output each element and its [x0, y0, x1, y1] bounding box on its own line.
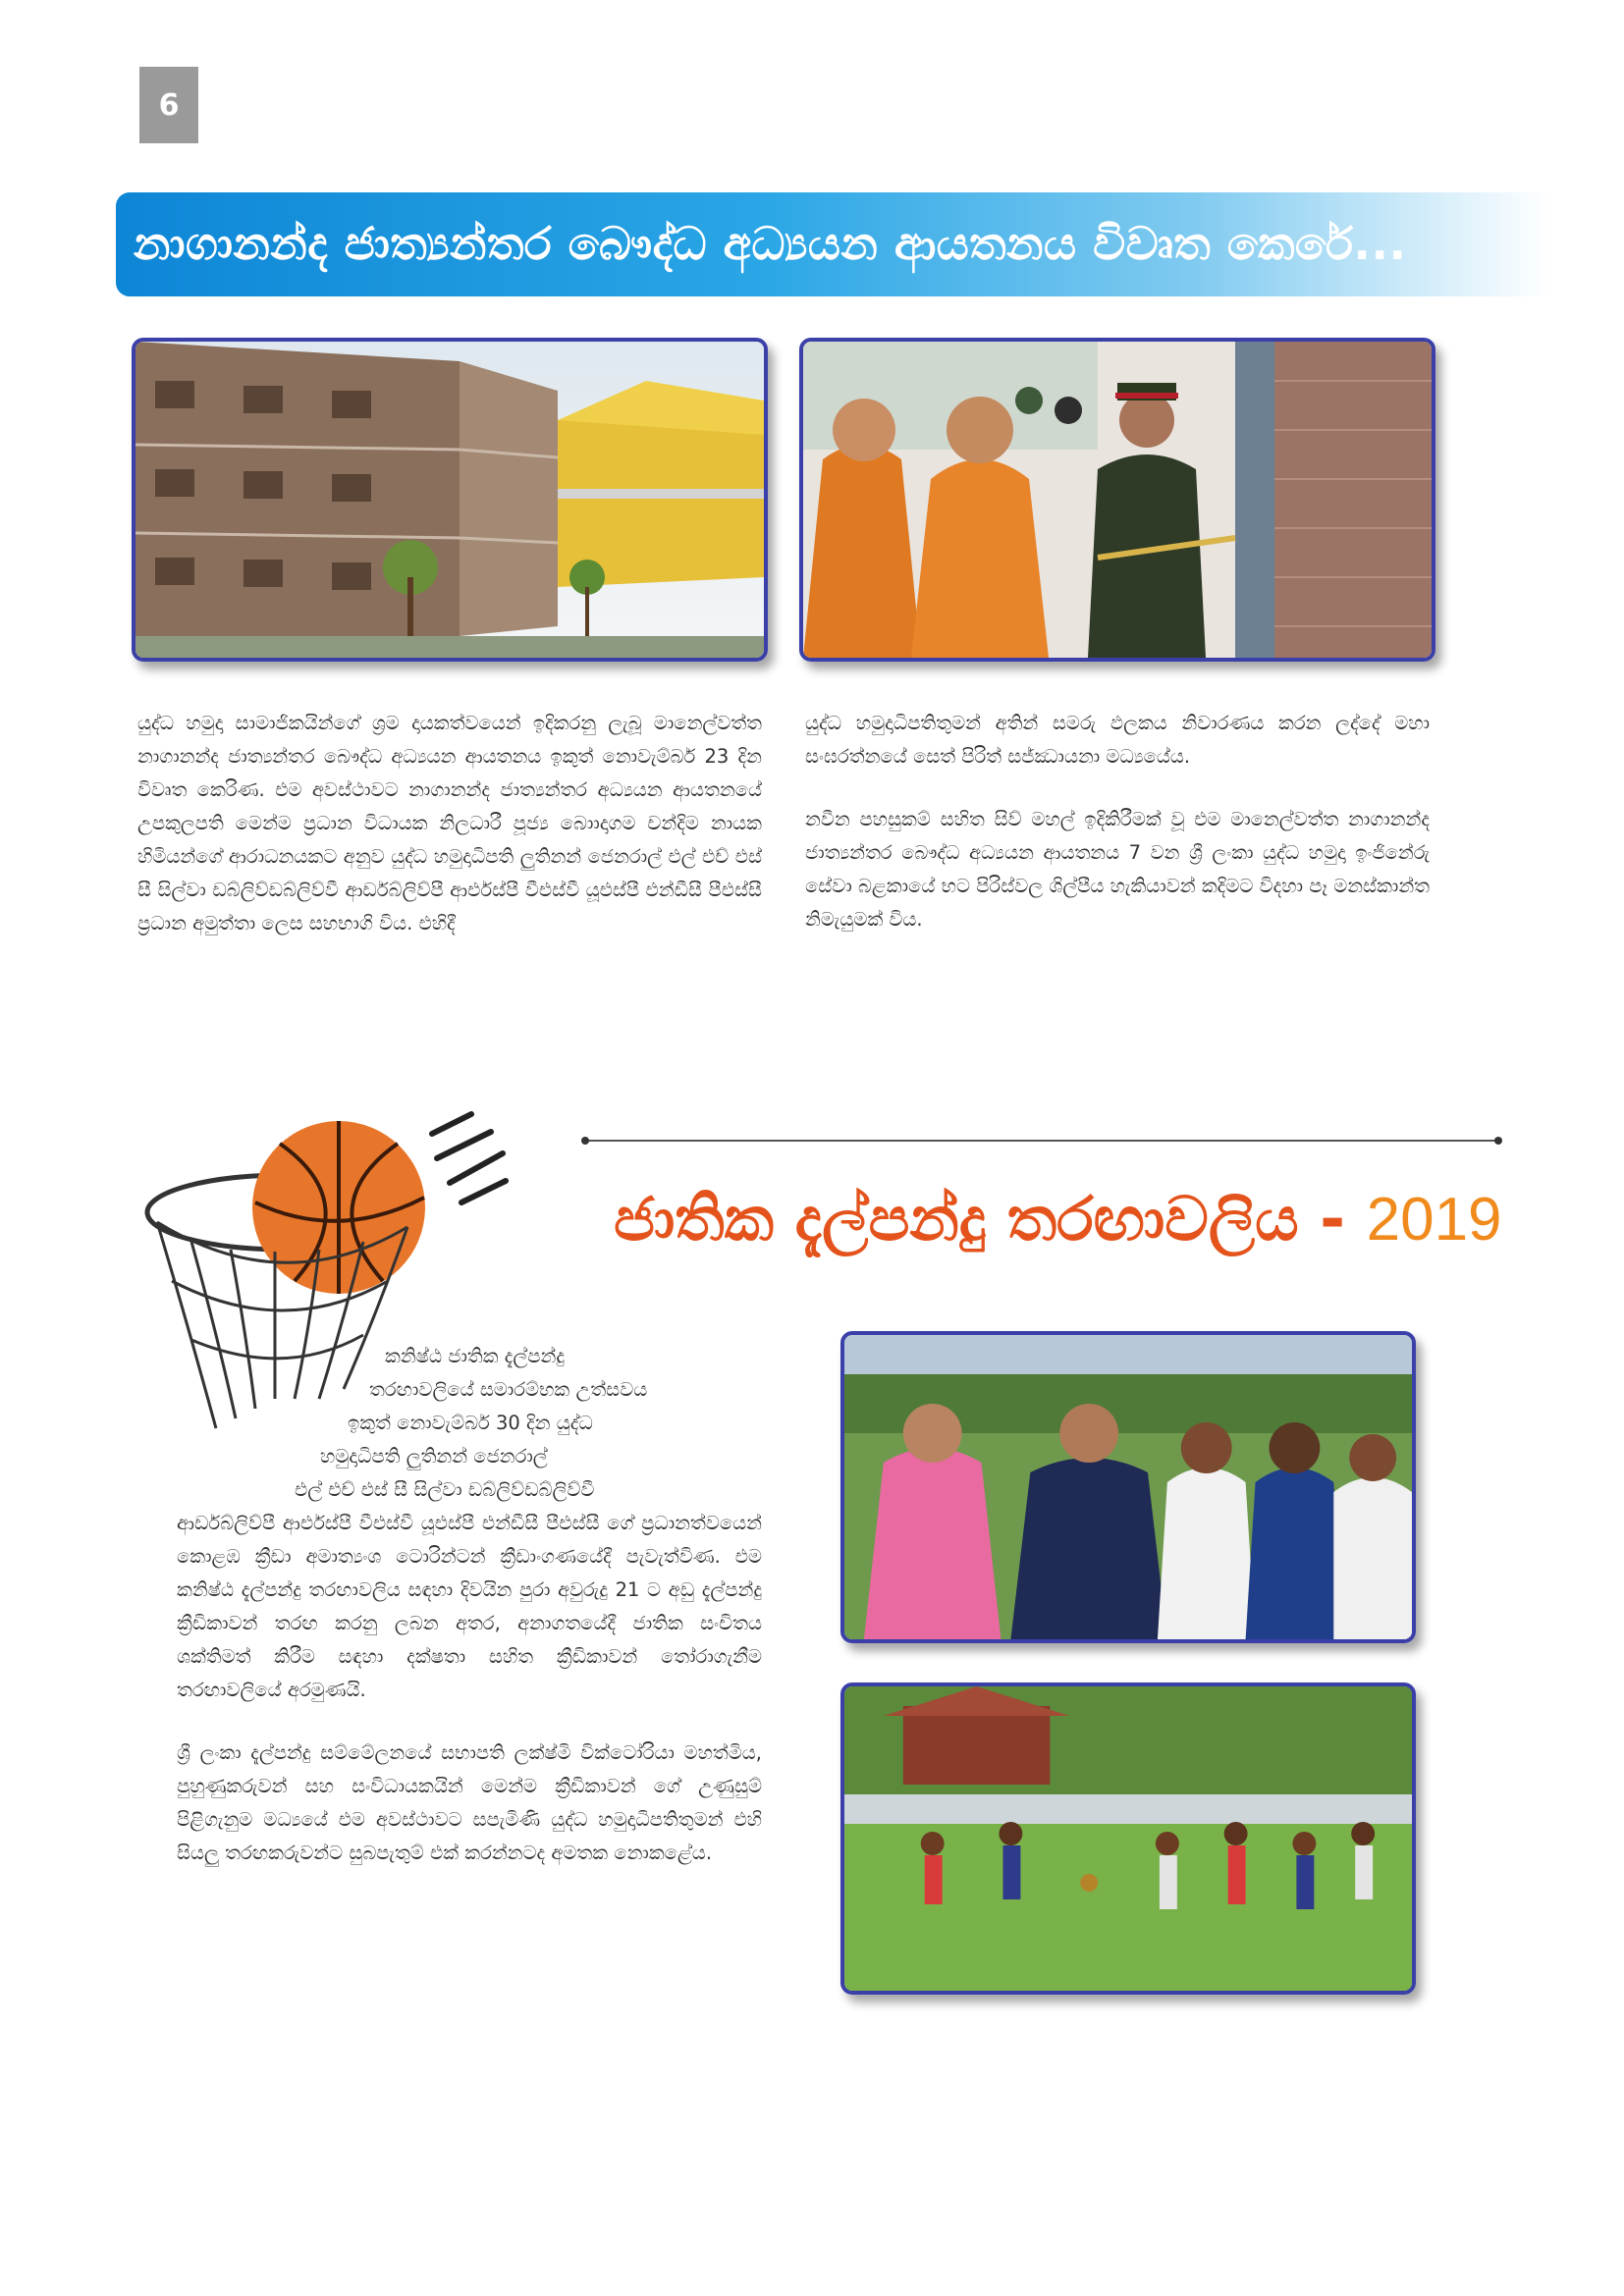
intro-line-1: කනිෂ්ඨ ජාතික දැල්පන්දු [385, 1345, 565, 1367]
netball-title-text: ජාතික දැල්පන්දු තරඟාවලිය - [614, 1183, 1367, 1255]
netball-title-year: 2019 [1366, 1186, 1502, 1254]
intro-line-2: තරඟාවලියේ සමාරම්භක උත්සවය [369, 1378, 648, 1401]
article2-paragraph-1: ආර්ඩබ්ලිව්පී ආර්එස්පී වීඑස්වී යූඑස්පී එන්ඩීසී පීඑස්සී ගේ ප්‍රධානත්වයෙන් කොළඹ ක්‍රීඩා අමාත්‍යංශ ටොරින්ටන් ක්‍රීඩාංගණයේදී පැවැත්විණ. එම කනිෂ්ඨ දැල්පන්දු තරඟාවලිය සඳහා දිවයින පුරා අවුරුදු 21 ට අඩු දැල්පන්දු ක්‍රීඩිකාවන් තරඟ කරනු ලබන අතර, අනාගතයේදී ජාතික සංචිතය ශක්තිමත් කිරීම සඳහා දක්ෂතා සහිත ක්‍රීඩිකාවන් තෝරාගැනීම තරඟාවලියේ අරමුණයි. [177, 1512, 762, 1701]
player-greeting-photo [840, 1331, 1416, 1643]
article1-left-paragraph: යුද්ධ හමුදා සාමාජිකයින්ගේ ශ්‍රම දායකත්වයෙන් ඉදිකරනු ලැබූ මානෙල්වත්ත නාගානන්ද ජාත්‍යන්තර බෞද්ධ අධ්‍යයන ආයතනය ඉකුත් නොවැම්බර් 23 දින විවෘත කෙරිණ. එම අවස්ථාවට නාගානන්ද ජාත්‍යන්තර අධ්‍යයන ආයතනයේ උපකුලපති මෙන්ම ප්‍රධාන විධායක නිලධාරී පූජ්‍ය බොාදාගම චන්දිම නායක හිමියන්ගේ ආරාධනයකට අනුව යුද්ධ හමුදාධිපති ලුතිනන් ජෙනරාල් එල් එච් එස් සී සිල්වා ඩබ්ලිව්ඩබ්ලිව්වී ආර්ඩබ්ලිව්පී ආර්එස්පී වීඑස්වී යූඑස්පී එන්ඩීසී පීඑස්සී ප්‍රධාන අමුත්තා ලෙස සහභාගි විය. එහිදී [137, 712, 762, 934]
article-banner [116, 192, 1549, 296]
article1-right-paragraph-1: යුද්ධ හමුදාධිපතිතුමන් අතින් සමරු ඵලකය නිවාරණය කරන ලද්දේ මහා සංඝරත්නයේ සෙත් පිරිත් සජ්ඣායනා මධ්‍යයේය. [805, 712, 1430, 768]
intro-line-4: හමුදාධිපති ලුතිනන් ජෙනරාල් [320, 1445, 548, 1468]
article1-left-column [137, 707, 762, 962]
article1-right-column [805, 707, 1430, 958]
netball-match-photo [840, 1682, 1416, 1995]
building-photo [132, 338, 768, 662]
intro-line-5: එල් එච් එස් සී සිල්වා ඩබ්ලිව්ඩබ්ලිව්වී [295, 1478, 595, 1501]
netball-title [614, 1183, 1502, 1255]
section-divider [585, 1140, 1498, 1142]
article2-body [177, 1507, 762, 1892]
article1-right-paragraph-2: නවීන පහසුකම් සහිත සිව් මහල් ඉදිකිරීමක් වූ එම මානෙල්වත්ත නාගානන්ද ජාත්‍යන්තර බෞද්ධ අධ්‍යයන ආයතනය 7 වන ශ්‍රී ලංකා යුද්ධ හමුදා ඉංජිනේරු සේවා බළකායේ භට පිරිස්වල ශිල්පීය හැකියාවන් කදිමට විදහා පෑ මනස්කාන්ත නිමැයුමක් විය. [805, 808, 1430, 931]
opening-ceremony-photo [799, 338, 1435, 662]
article2-paragraph-2: ශ්‍රී ලංකා දැල්පන්දු සම්මේලනයේ සභාපති ලක්ෂ්මි වික්ටෝරියා මහත්මිය, පුහුණුකරුවන් සහ සංවිධායකයින් මෙන්ම ක්‍රීඩිකාවන් ගේ උණුසුම් පිළිගැනුම මධ්‍යයේ එම අවස්ථාවට සපැමිණි යුද්ධ හමුදාධිපතිතුමන් එහි සියලු තරඟකරුවන්ට සුබපැතුම් එක් කරන්නටද අමතක නොකළේය. [177, 1741, 762, 1864]
page-number: 6 [139, 67, 198, 143]
intro-line-3: ඉකුත් නොවැම්බර් 30 දින යුද්ධ [348, 1412, 593, 1434]
article2-intro [137, 1340, 766, 1507]
article-heading: නාගානන්ද ජාත්‍යන්තර බෞද්ධ අධ්‍යයන ආයතනය විවෘත කෙරේ... [134, 217, 1407, 270]
